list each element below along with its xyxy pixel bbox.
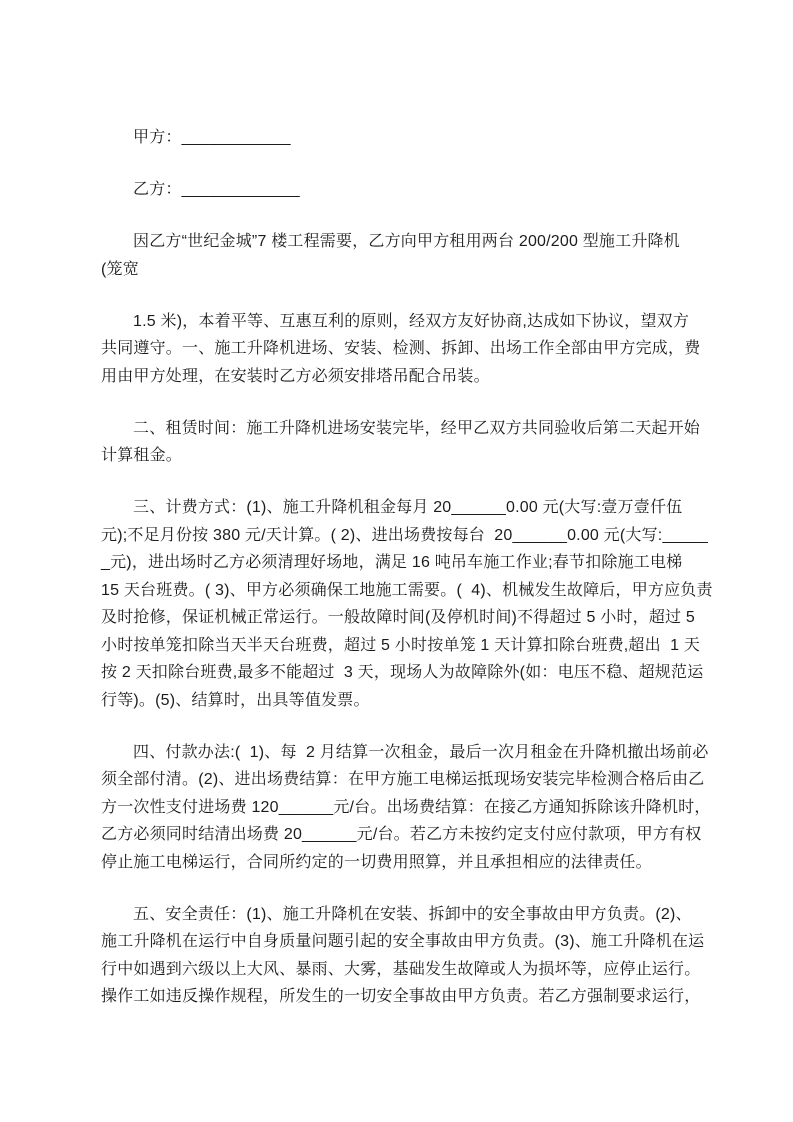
text-line: 停止施工电梯运行，合同所约定的一切费用照算，并且承担相应的法律责任。 [101, 853, 652, 871]
text-line: 方一次性支付进场费 120______元/台。出场费结算：在接乙方通知拆除该升降机时， [101, 798, 711, 816]
party-a-blank [101, 124, 793, 152]
text-line: _元)，进出场时乙方必须清理好场地，满足 16 吨吊车施工作业;春节扣除施工电梯 [101, 554, 683, 571]
text-line: 乙方必须同时结清出场费 20______元/台。若乙方未按约定支付应付款项，甲方有权 [101, 826, 702, 843]
text-line: 按 2 天扣除台班费,最多不能超过 3 天，现场人为故障除外(如：电压不稳、超规范运 [101, 664, 704, 681]
text-line: 甲方：____________ [133, 129, 291, 146]
clause-3-billing [101, 494, 793, 714]
text-line: (笼宽 [101, 260, 139, 278]
text-line: 须全部付清。(2)、进出场费结算：在甲方施工电梯运抵现场安装完毕检测合格后由乙 [101, 771, 705, 788]
text-line: 因乙方“世纪金城”7 楼工程需要，乙方向甲方租用两台 200/200 型施工升降机 [133, 233, 680, 250]
text-line: 四、付款办法:( 1)、每 2 月结算一次租金，最后一次月租金在升降机撤出场前必 [133, 743, 709, 761]
text-line: 操作工如违反操作规程，所发生的一切安全事故由甲方负责。若乙方强制要求运行， [101, 988, 701, 1005]
contract-body [101, 124, 793, 1011]
text-line: 五、安全责任：(1)、施工升降机在安装、拆卸中的安全事故由甲方负责。(2)、 [133, 905, 692, 923]
text-line: 计算租金。 [101, 447, 183, 464]
text-line: 行等)。(5)、结算时，出具等值发票。 [101, 691, 370, 709]
text-line: 施工升降机在运行中自身质量问题引起的安全事故由甲方负责。(3)、施工升降机在运 [101, 933, 705, 950]
clause-2-rental-period [101, 415, 793, 470]
text-line: 元);不足月份按 380 元/天计算。( 2)、进出场费按每台 20______0.00 元(大写:_____ [101, 526, 708, 544]
preamble-project [101, 228, 793, 283]
text-line: 二、租赁时间：施工升降机进场安装完毕，经甲乙双方共同验收后第二天起开始 [133, 419, 701, 437]
text-line: 15 天台班费。( 3)、甲方必须确保工地施工需要。( 4)、机械发生故障后，甲方应负责 [101, 581, 713, 599]
preamble-and-clause-1 [101, 308, 793, 391]
text-line: 共同遵守。一、施工升降机进场、安装、检测、拆卸、出场工作全部由甲方完成，费 [101, 340, 701, 357]
text-line: 及时抢修，保证机械正常运行。一般故障时间(及停机时间)不得超过 5 小时，超过 5 [101, 609, 695, 626]
party-b-blank [101, 176, 793, 204]
text-line: 小时按单笼扣除当天半天台班费，超过 5 小时按单笼 1 天计算扣除台班费,超出 1 天 [101, 636, 701, 654]
text-line: 用由甲方处理，在安装时乙方必须安排塔吊配合吊装。 [101, 367, 490, 385]
text-line: 乙方：_____________ [133, 181, 300, 198]
text-line: 三、计费方式：(1)、施工升降机租金每月 20______0.00 元(大写:壹万壹仟伍 [133, 499, 683, 516]
clause-4-payment [101, 739, 793, 877]
text-line: 行中如遇到六级以上大风、暴雨、大雾，基础发生故障或人为损坏等，应停止运行。 [101, 960, 701, 978]
text-line: 1.5 米)，本着平等、互惠互利的原则，经双方友好协商,达成如下协议，望双方 [133, 312, 690, 330]
clause-5-safety [101, 901, 793, 1011]
